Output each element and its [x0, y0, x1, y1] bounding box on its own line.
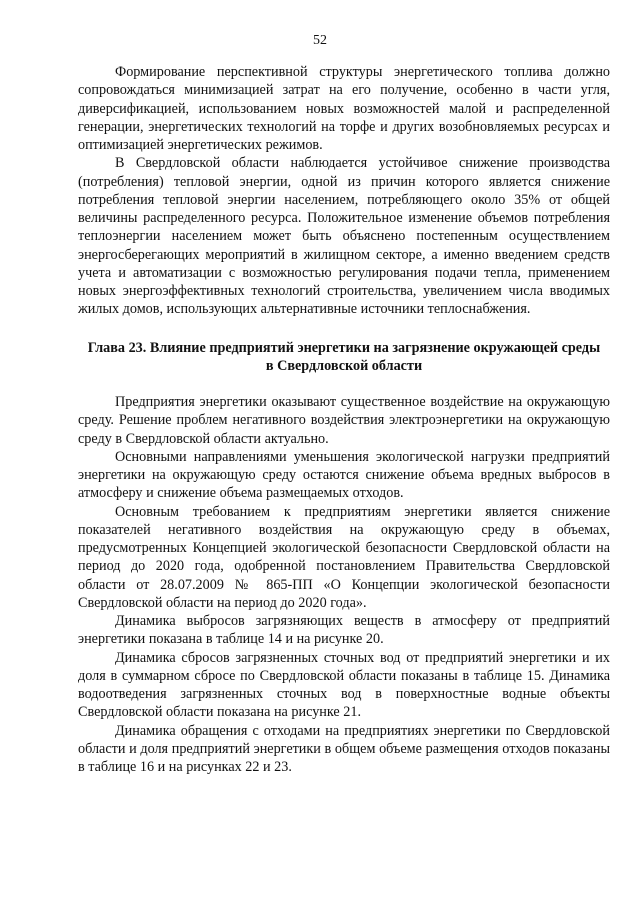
paragraph-environmental-impact: Предприятия энергетики оказывают существенное воздействие на окружающую среду. Решение проблем негативного воздействия электроэнергетики на окружающую среду в Свердловской области актуально. — [78, 394, 610, 447]
paragraph-waste-dynamics: Динамика обращения с отходами на предприятиях энергетики по Свердловской области и доля предприятий энергетики в общем объеме размещения отходов показаны в таблице 16 и на рисунках 22 и 23. — [78, 722, 610, 775]
chapter-heading: Глава 23. Влияние предприятий энергетики на загрязнение окружающей среды в Свердловской области — [87, 339, 601, 374]
paragraph-wastewater-dynamics: Динамика сбросов загрязненных сточных вод от предприятий энергетики и их доля в суммарном сбросе по Свердловской области показаны в таблице 15. Динамика водоотведения загрязненных сточных вод в поверхностные водные объекты Свердловской области показана на рисунке 21. — [78, 649, 610, 721]
paragraph-heat-consumption: В Свердловской области наблюдается устойчивое снижение производства (потребления) тепловой энергии, одной из причин которого является снижение потребления тепловой энергии населением, потребляющего около 35% от общей величины распределенного ресурса. Положительное изменение объемов потребления теплоэнергии населением может быть объяснено постепенным осуществлением энергосберегающих мероприятий в жилищном секторе, а именно введением средств учета и автоматизации с возможностью регулирования подачи тепла, применением новых энергоэффективных технологий строительства, увеличением числа вводимых жилых домов, использующих альтернативные источники теплоснабжения. — [78, 155, 610, 318]
paragraph-emissions-dynamics: Динамика выбросов загрязняющих веществ в атмосферу от предприятий энергетики показана в таблице 14 и на рисунке 20. — [78, 613, 610, 648]
paragraph-fuel-structure: Формирование перспективной структуры энергетического топлива должно сопровождаться минимизацией затрат на его получение, особенно в части угля, диверсификацией, использованием новых возможностей малой и распределенной генерации, энергетических технологий на торфе и других возобновляемых ресурсах и оптимизацией энергетических режимов. — [78, 64, 610, 153]
document-body — [78, 63, 610, 776]
paragraph-main-requirement: Основным требованием к предприятиям энергетики является снижение показателей негативного воздействия на окружающую среду в объемах, предусмотренных Концепцией экологической безопасности Свердловской области на период до 2020 года, одобренной постановлением Правительства Свердловской области от 28.07.2009 № 865-ПП «О Концепции экологической безопасности Свердловской области на период до 2020 года». — [78, 503, 610, 611]
paragraph-main-directions: Основными направлениями уменьшения экологической нагрузки предприятий энергетики на окружающую среду остаются снижение объема вредных выбросов в атмосферу и снижение объема размещаемых отходов. — [78, 448, 610, 502]
page-number: 52 — [313, 33, 327, 48]
